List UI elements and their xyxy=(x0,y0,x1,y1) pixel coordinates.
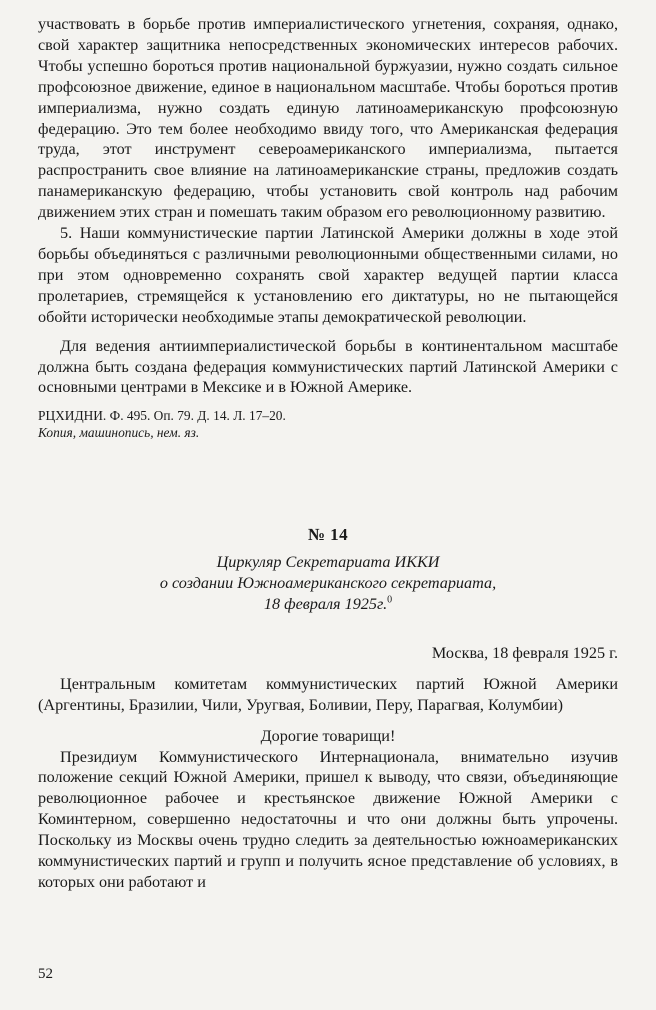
title-line-1: Циркуляр Секретариата ИККИ xyxy=(216,553,440,572)
archive-copy-note: Копия, машинопись, нем. яз. xyxy=(38,425,200,441)
title-line-3 xyxy=(38,594,618,615)
addressee: Центральным комитетам коммунистических партий Южной Америки (Аргентины, Бразилии, Чили, Уругвая, Боливии, Перу, Парагвая, Колумбии) xyxy=(38,674,618,714)
document-number: № 14 xyxy=(307,525,349,545)
title-line-2: о создании Южноамериканского секретариата, xyxy=(159,574,497,593)
document-title xyxy=(38,552,618,615)
page-number: 52 xyxy=(38,966,53,982)
archive-reference: РЦХИДНИ. Ф. 495. Оп. 79. Д. 14. Л. 17–20. xyxy=(38,408,286,424)
paragraph-point-5: 5. Наши коммунистические партии Латинской Америки должны в ходе этой борьбы объединяться с различными революционными общественными силами, но при этом одновременно сохранять свой характер ведущей партии класса пролетариев, стремящейся к установлению его диктатуры, но не пытающейся обойти исторически необходимые этапы демократической революции. xyxy=(38,224,618,326)
letter-body: Президиум Коммунистического Интернационала, внимательно изучив положение секций Южной Америки, пришел к выводу, что связи, объединяющие революционное рабочее и крестьянское движение Южной Америки с Коминтерном, совершенно недостаточны и что они должны быть упрочены. Поскольку из Москвы очень трудно следить за деятельностью южноамериканских коммунистических партий и групп и получить ясное представление об условиях, в которых они работают и xyxy=(38,747,618,891)
paragraph-federation: Для ведения антиимпериалистической борьбы в континентальном масштабе должна быть создана федерация коммунистических партий Латинской Америки с основными центрами в Мексике и в Южной Америке. xyxy=(38,336,618,397)
paragraph-anti-imperialism: участвовать в борьбе против империалистического угнетения, сохраняя, однако, свой характер защитника непосредственных экономических интересов рабочих. Чтобы успешно бороться против национальной буржуазии, нужно создать сильное профсоюзное движение, единое в национальном масштабе. Чтобы бороться против империализма, нужно создать единую латиноамериканскую профсоюзную федерацию. Это тем более необходимо ввиду того, что Американская федерация труда, этот инструмент североамериканского империализма, пытается распространить свое влияние на латиноамериканские страны, предложив создать панамериканскую федерацию, чтобы установить свой контроль над рабочим движением этих стран и помешать таким образом его революционному развитию. xyxy=(38,15,618,222)
footnote-mark: 0 xyxy=(387,594,393,606)
document-page xyxy=(38,14,618,893)
title-date: 18 февраля 1925г. xyxy=(263,595,388,614)
greeting: Дорогие товарищи! xyxy=(260,726,396,745)
place-date: Москва, 18 февраля 1925 г. xyxy=(431,643,618,662)
